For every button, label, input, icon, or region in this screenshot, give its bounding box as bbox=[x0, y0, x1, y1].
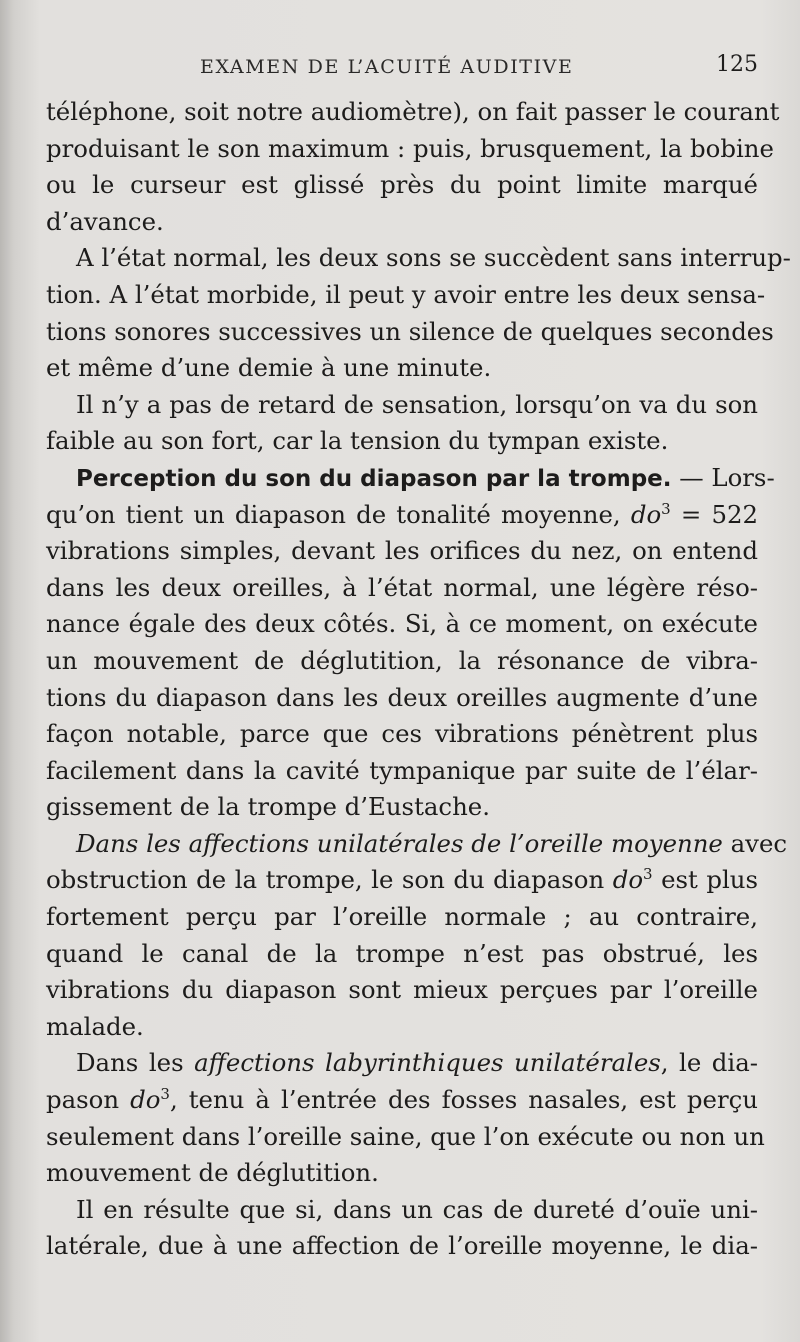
text-line: fortement perçu par l’oreille normale ; au contraire, bbox=[46, 902, 758, 932]
running-title: EXAMEN DE L’ACUITÉ AUDITIVE bbox=[200, 56, 574, 78]
text-line bbox=[46, 826, 788, 863]
text-line: d’avance. bbox=[46, 206, 164, 236]
octave-superscript: 3 bbox=[661, 499, 671, 518]
section-heading: Perception du son du diapason par la trompe. bbox=[76, 465, 672, 492]
text-line: tions du diapason dans les deux oreilles augmente d’une bbox=[46, 682, 758, 712]
octave-superscript: 3 bbox=[160, 1085, 170, 1104]
text-line: faible au son fort, car la tension du tympan existe. bbox=[46, 426, 669, 456]
text-line: A l’état normal, les deux sons se succèdent sans interrup- bbox=[76, 243, 791, 273]
text-fragment: = 522 bbox=[670, 499, 758, 529]
text-line: gissement de la trompe d’Eustache. bbox=[46, 792, 490, 822]
text-fragment: est plus bbox=[652, 865, 758, 895]
text-line: façon notable, parce que ces vibrations pénètrent plus bbox=[46, 719, 758, 749]
text-line: Il en résulte que si, dans un cas de dureté d’ouïe uni- bbox=[76, 1194, 758, 1224]
text-fragment: qu’on tient un diapason de tonalité moyenne, bbox=[46, 499, 631, 529]
text-line: dans les deux oreilles, à l’état normal, une légère réso- bbox=[46, 572, 758, 602]
text-fragment: , le dia- bbox=[660, 1048, 758, 1078]
text-line: seulement dans l’oreille saine, que l’on exécute ou non un bbox=[46, 1121, 765, 1151]
text-line bbox=[46, 497, 758, 534]
text-line: tions sonores successives un silence de quelques secondes bbox=[46, 316, 774, 346]
text-line: tion. A l’état morbide, il peut y avoir entre les deux sensa- bbox=[46, 279, 766, 309]
text-line: vibrations simples, devant les orifices du nez, on entend bbox=[46, 536, 758, 566]
note-name: do bbox=[130, 1085, 161, 1115]
italic-phrase: Dans les affections unilatérales de l’oreille moyenne bbox=[76, 828, 723, 858]
text-fragment: obstruction de la trompe, le son du diapason bbox=[46, 865, 613, 895]
text-line bbox=[46, 862, 758, 899]
italic-phrase: affections labyrinthiques unilatérales bbox=[194, 1048, 661, 1078]
text-fragment: Dans les bbox=[76, 1048, 195, 1078]
text-line bbox=[46, 1045, 758, 1082]
text-fragment: — Lors- bbox=[671, 462, 775, 492]
text-fragment: avec bbox=[722, 828, 788, 858]
page-number: 125 bbox=[716, 52, 758, 77]
section-heading-line bbox=[46, 460, 775, 497]
text-line: et même d’une demie à une minute. bbox=[46, 353, 492, 383]
note-name: do bbox=[612, 865, 644, 895]
page-header bbox=[0, 52, 800, 82]
octave-superscript: 3 bbox=[643, 865, 653, 884]
text-line: produisant le son maximum : puis, brusquement, la bobine bbox=[46, 133, 774, 163]
text-line: nance égale des deux côtés. Si, à ce moment, on exécute bbox=[46, 609, 758, 639]
text-line bbox=[46, 1082, 758, 1119]
text-line: malade. bbox=[46, 1011, 144, 1041]
text-line: téléphone, soit notre audiomètre), on fait passer le courant bbox=[46, 97, 780, 126]
text-line: Il n’y a pas de retard de sensation, lorsqu’on va du son bbox=[76, 389, 758, 419]
text-line: latérale, due à une affection de l’oreille moyenne, le dia- bbox=[46, 1231, 758, 1261]
text-line: mouvement de déglutition. bbox=[46, 1158, 379, 1188]
text-line: facilement dans la cavité tympanique par suite de l’élar- bbox=[46, 755, 758, 785]
note-name: do bbox=[630, 499, 662, 529]
body-text bbox=[46, 94, 791, 1265]
text-line: un mouvement de déglutition, la résonance de vibra- bbox=[46, 645, 758, 675]
text-line: quand le canal de la trompe n’est pas obstrué, les bbox=[46, 938, 758, 968]
text-fragment: pason bbox=[46, 1085, 131, 1115]
text-line: vibrations du diapason sont mieux perçues par l’oreille bbox=[46, 975, 758, 1005]
text-line: ou le curseur est glissé près du point limite marqué bbox=[46, 170, 758, 200]
text-fragment: , tenu à l’entrée des fosses nasales, est perçu bbox=[169, 1085, 758, 1115]
